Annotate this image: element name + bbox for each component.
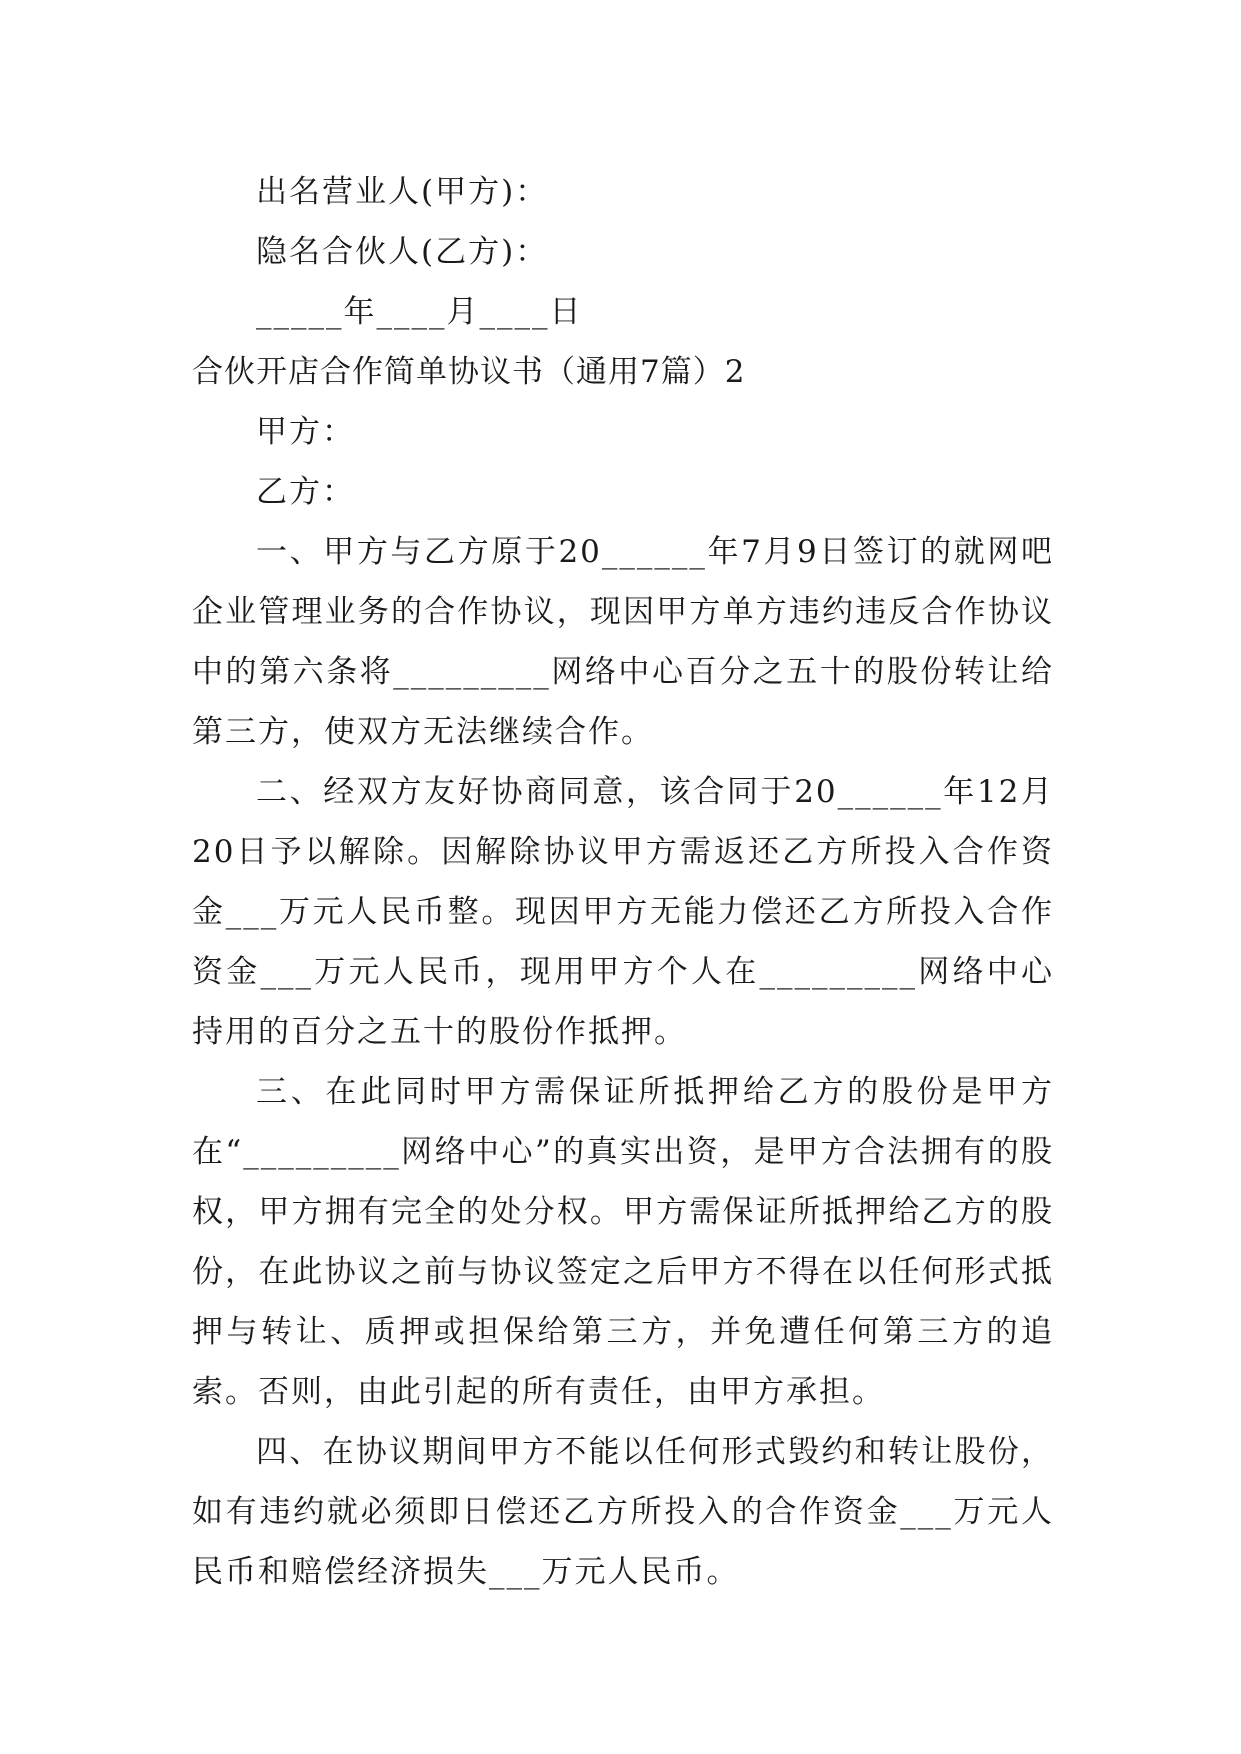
signature-party-b: 隐名合伙人(乙方)： [256,234,549,270]
clause-1: 一、甲方与乙方原于20______年7月9日签订的就网吧企业管理业务的合作协议，现因甲方单方违约违反合作协议中的第六条将_________网络中心百分之五十的股份转让给第三方，使双方无法继续合作。 [192,534,1054,750]
signature-party-a: 出名营业人(甲方)： [256,174,549,210]
clause-4: 四、在协议期间甲方不能以任何形式毁约和转让股份，如有违约就必须即日偿还乙方所投入的合作资金___万元人民币和赔偿经济损失___万元人民币。 [192,1434,1054,1590]
party-a-label: 甲方： [256,414,355,450]
document-body [192,162,1054,1602]
section-title: 合伙开店合作简单协议书（通用7篇）2 [192,354,746,390]
clause-3: 三、在此同时甲方需保证所抵押给乙方的股份是甲方在“_________网络中心”的真实出资，是甲方合法拥有的股权，甲方拥有完全的处分权。甲方需保证所抵押给乙方的股份，在此协议之前与协议签定之后甲方不得在以任何形式抵押与转让、质押或担保给第三方，并免遭任何第三方的追索。否则，由此引起的所有责任，由甲方承担。 [192,1074,1054,1410]
party-b-label: 乙方： [256,474,355,510]
signature-date: _____年____月____日 [256,294,583,330]
clause-2: 二、经双方友好协商同意，该合同于20______年12月20日予以解除。因解除协议甲方需返还乙方所投入合作资金___万元人民币整。现因甲方无能力偿还乙方所投入合作资金___万元人民币，现用甲方个人在_________网络中心持用的百分之五十的股份作抵押。 [192,774,1054,1050]
